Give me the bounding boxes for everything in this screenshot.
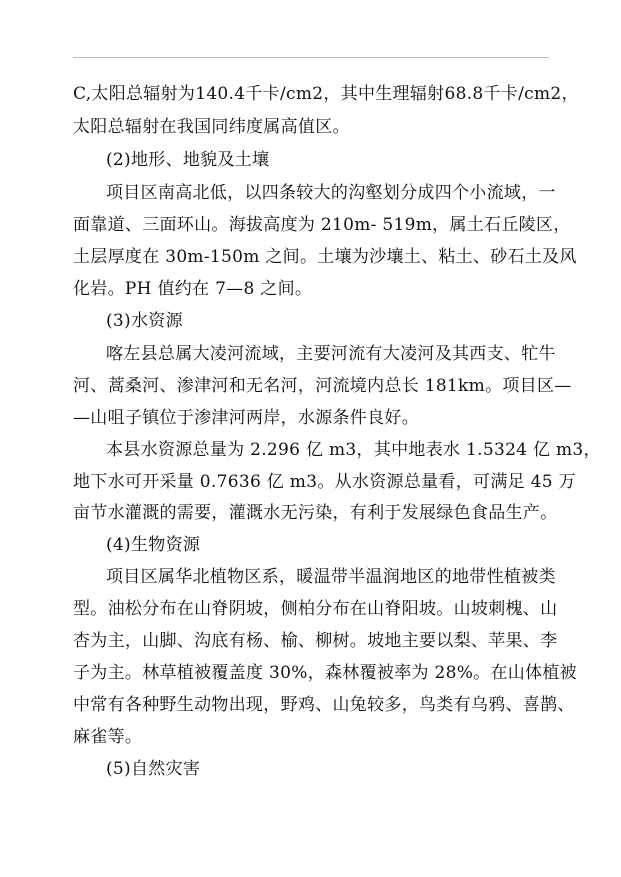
- text-line-12: 本县水资源总量为 2.296 亿 m3，其中地表水 1.5324 亿 m3，: [106, 440, 601, 460]
- text-line-10: 河、蒿桑河、渗津河和无名河，河流境内总长 181km。项目区—: [73, 376, 572, 396]
- text-line-9: 喀左县总属大凌河流域，主要河流有大凌河及其西支、牤牛: [106, 344, 556, 364]
- text-line-17: 型。油松分布在山脊阴坡，侧柏分布在山脊阳坡。山坡刺槐、山: [73, 599, 558, 619]
- text-line-20: 中常有各种野生动物出现，野鸡、山兔较多，鸟类有乌鸦、喜鹊、: [73, 695, 575, 715]
- section-heading-biology: (4)生物资源: [106, 535, 201, 555]
- text-line-11: —山咀子镇位于渗津河两岸，水源条件良好。: [73, 408, 419, 428]
- header-rule: [73, 57, 549, 58]
- text-line-16: 项目区属华北植物区系，暖温带半温润地区的地带性植被类: [106, 567, 556, 587]
- text-line-13: 地下水可开采量 0.7636 亿 m3。从水资源总量看，可满足 45 万: [73, 472, 576, 492]
- text-line-6: 土层厚度在 30m-150m 之间。土壤为沙壤土、粘土、砂石土及风: [73, 247, 577, 267]
- text-line-21: 麻雀等。: [73, 727, 143, 747]
- text-line-5: 面靠道、三面环山。海拔高度为 210m- 519m，属土石丘陵区，: [73, 215, 571, 235]
- text-line-1: C,太阳总辐射为140.4千卡/cm2，其中生理辐射68.8千卡/cm2，: [73, 84, 579, 104]
- section-heading-water: (3)水资源: [106, 311, 183, 331]
- section-heading-disasters: (5)自然灾害: [106, 759, 201, 779]
- text-line-4: 项目区南高北低，以四条较大的沟壑划分成四个小流域，一: [106, 183, 556, 203]
- text-line-14: 亩节水灌溉的需要，灌溉水无污染，有利于发展绿色食品生产。: [73, 503, 558, 523]
- text-line-19: 子为主。林草植被覆盖度 30%，森林覆被率为 28%。在山体植被: [73, 663, 577, 683]
- section-heading-terrain: (2)地形、地貌及土壤: [106, 150, 270, 170]
- text-line-7: 化岩。PH 值约在 7—8 之间。: [73, 279, 313, 299]
- text-line-2: 太阳总辐射在我国同纬度属高值区。: [73, 117, 350, 137]
- text-line-18: 杏为主，山脚、沟底有杨、榆、柳树。坡地主要以梨、苹果、李: [73, 631, 558, 651]
